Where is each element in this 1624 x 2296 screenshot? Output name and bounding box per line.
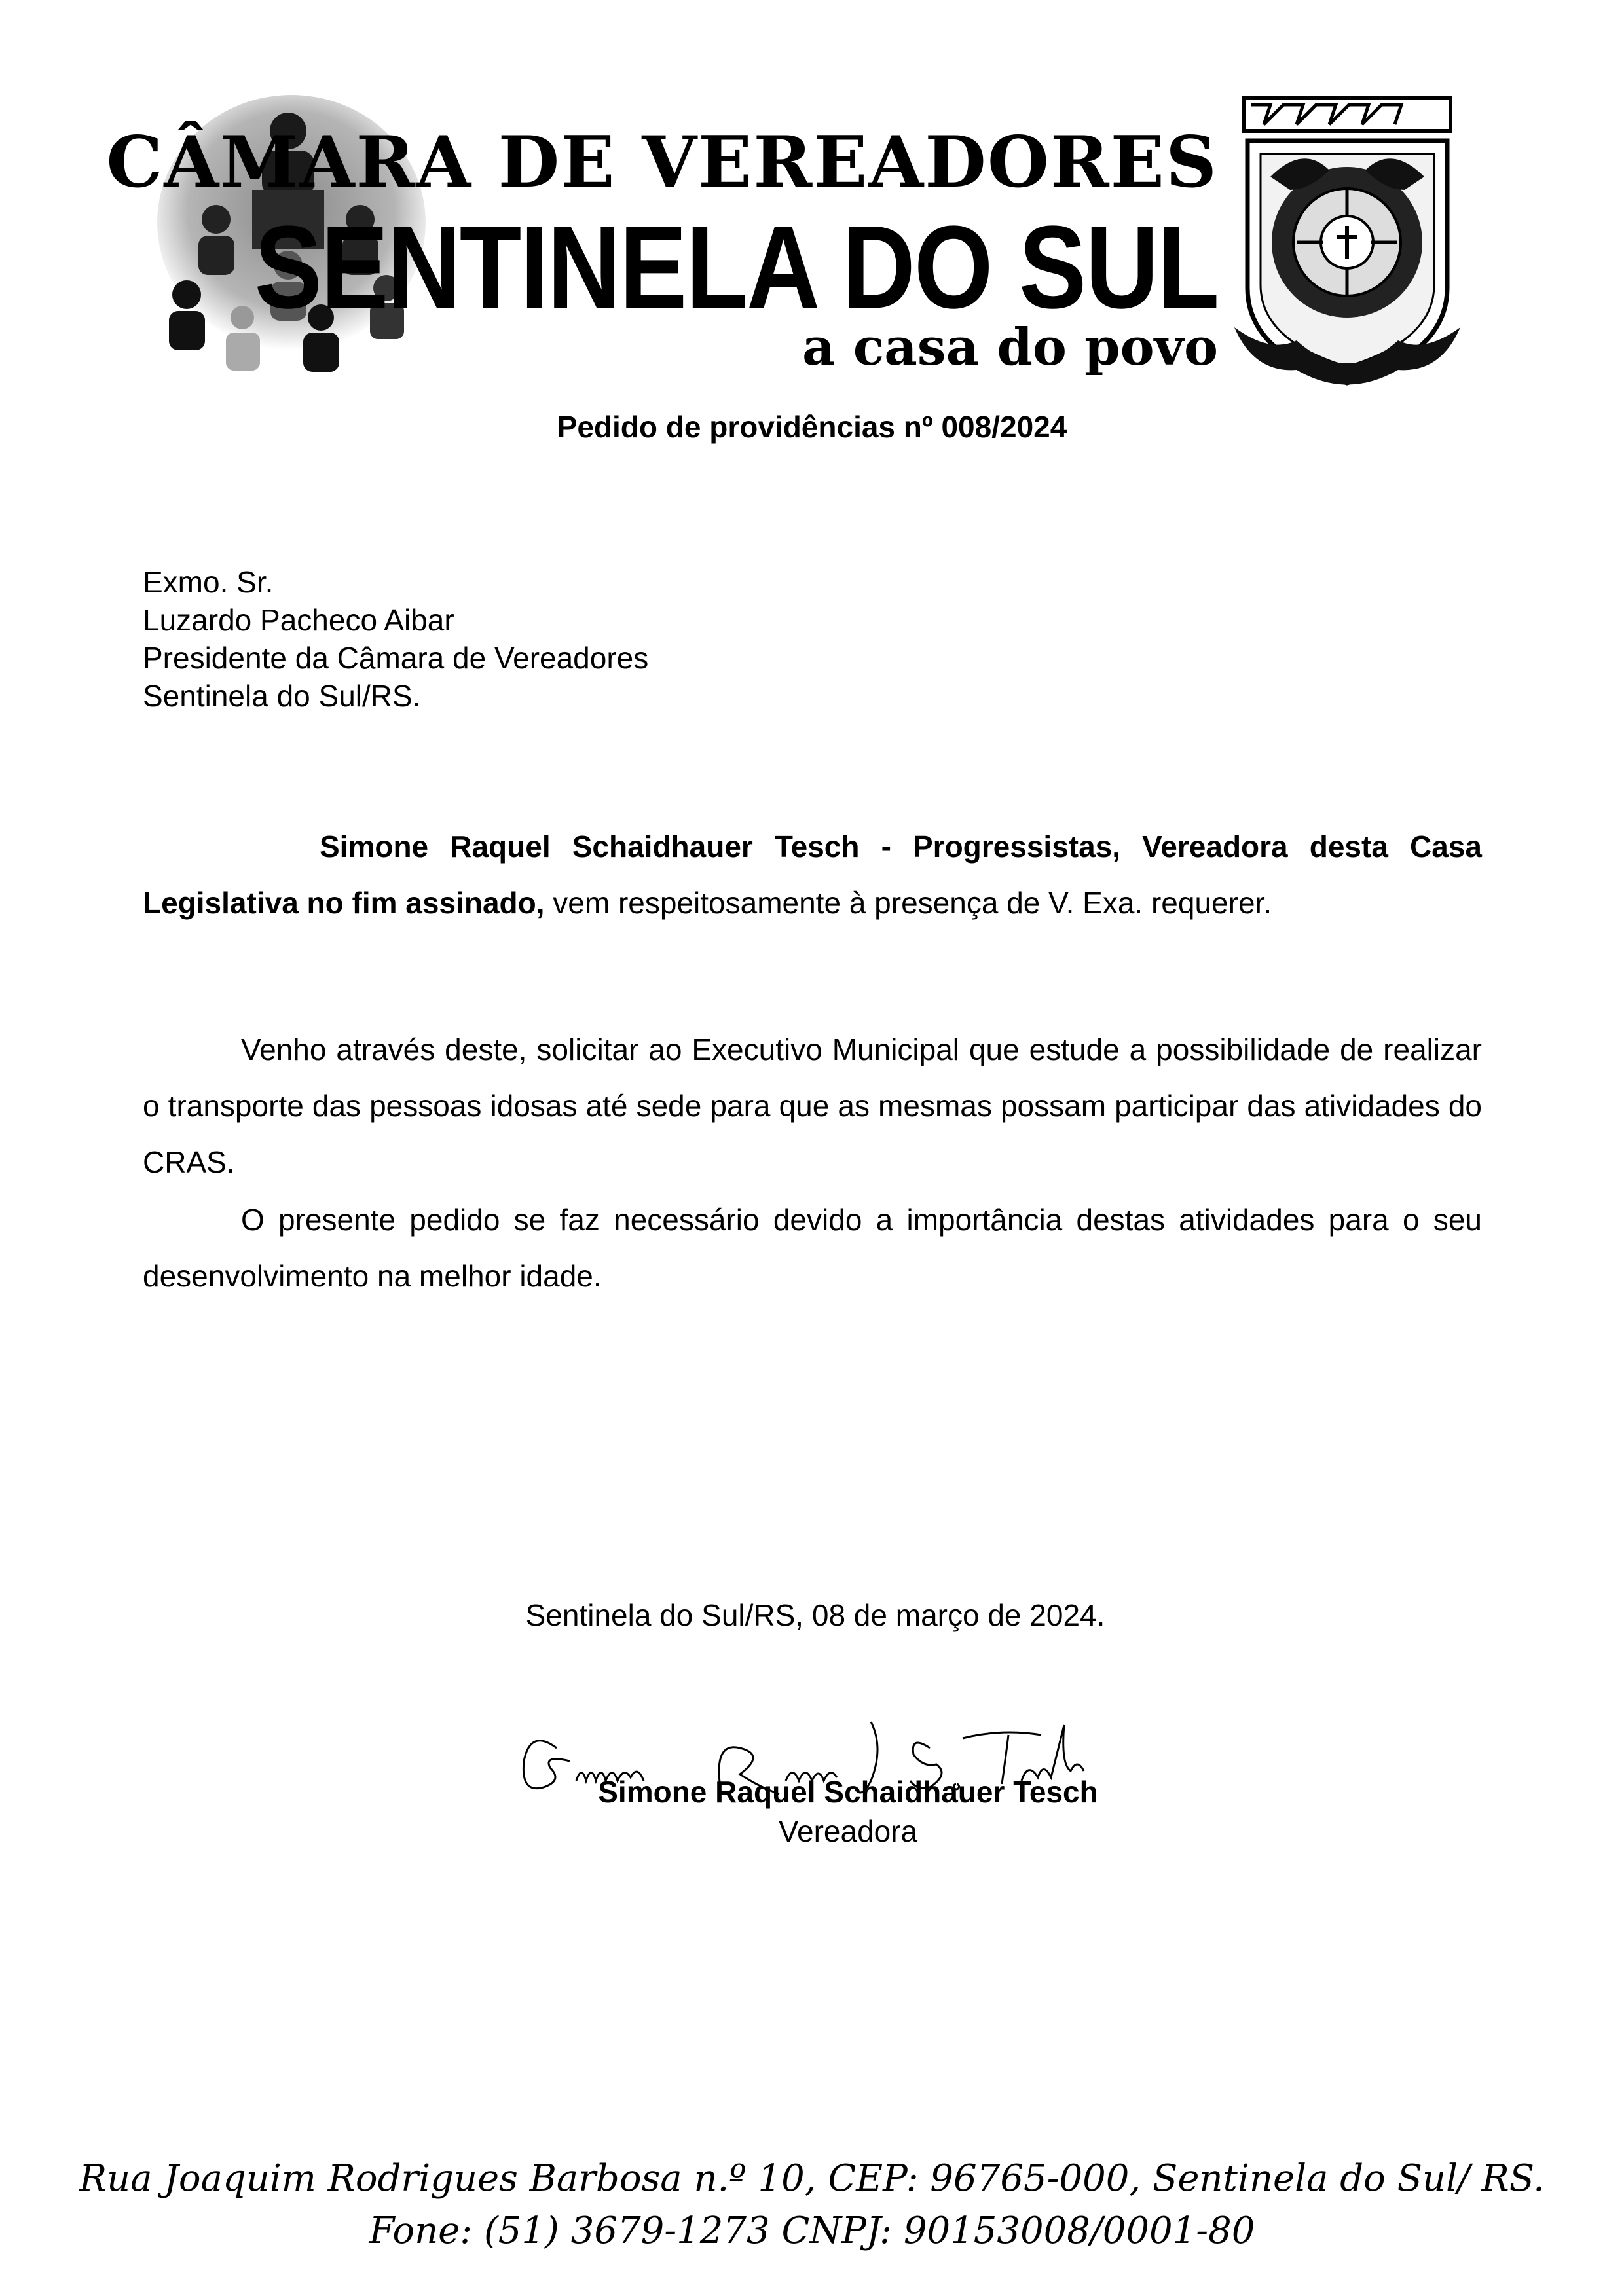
letterhead [106, 121, 1218, 377]
addressee-block [143, 563, 648, 715]
signer-name: Simone Raquel Schaidhauer Tesch [598, 1775, 1098, 1809]
footer-contact: Fone: (51) 3679-1273 CNPJ: 90153008/0001-80 [369, 2210, 1255, 2252]
addressee-position: Presidente da Câmara de Vereadores [143, 641, 649, 675]
footer-address: Rua Joaquim Rodrigues Barbosa n.º 10, CEP: 96765-000, Sentinela do Sul/ RS. [79, 2157, 1545, 2200]
letterhead-slogan: a casa do povo [802, 318, 1218, 377]
intro-regular-text: vem respeitosamente à presença de V. Exa. requerer. [544, 886, 1272, 920]
body-paragraph: O presente pedido se faz necessário devido a importância destas atividades para o seu desenvolvimento na melhor idade. [143, 1203, 1482, 1293]
intro-paragraph [143, 818, 1482, 931]
addressee-location: Sentinela do Sul/RS. [143, 679, 421, 713]
intro-bold-text: Simone Raquel Schaidhauer Tesch - Progressistas, Vereadora desta Casa Legislativa no fim assinado, [143, 829, 1482, 920]
document-title: Pedido de providências nº 008/2024 [557, 410, 1067, 444]
addressee-name: Luzardo Pacheco Aibar [143, 603, 454, 637]
municipal-crest-icon [1231, 92, 1464, 399]
signer-role: Vereadora [778, 1814, 918, 1848]
body-paragraph: Venho através deste, solicitar ao Executivo Municipal que estude a possibilidade de realizar o transporte das pessoas idosas até sede para que as mesmas possam participar das atividades do CRAS. [143, 1032, 1482, 1179]
letterhead-title: CÂMARA DE VEREADORES [106, 121, 1218, 204]
letterhead-municipality: SENTINELA DO SUL [254, 202, 1218, 333]
addressee-salutation: Exmo. Sr. [143, 565, 274, 599]
date-line: Sentinela do Sul/RS, 08 de março de 2024. [525, 1598, 1105, 1632]
